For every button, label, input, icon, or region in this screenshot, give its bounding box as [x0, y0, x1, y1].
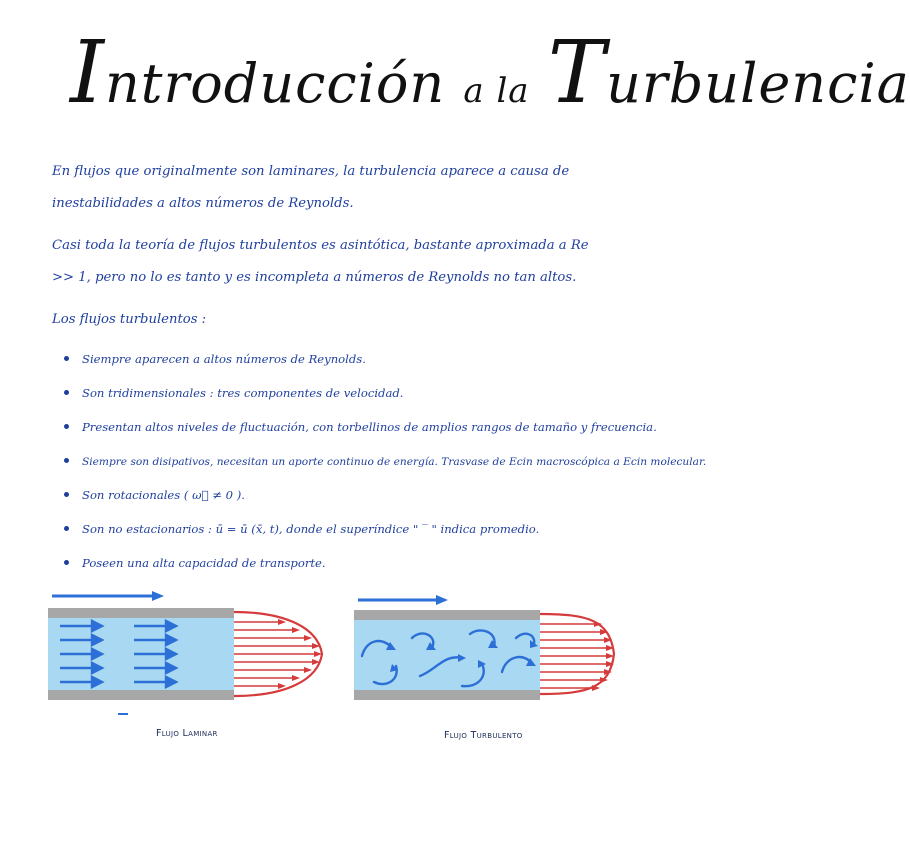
list-item: Son rotacionales ( ω⃗ ≠ 0 ).	[62, 478, 622, 512]
list-item: Siempre son disipativos, necesitan un aporte continuo de energía. Trasvase de Ecin macroscópica a Ecin molecular.	[62, 444, 622, 478]
pipe-fluid	[354, 620, 540, 690]
bullet-dot	[64, 526, 69, 531]
intro-paragraph: En flujos que originalmente son laminares, la turbulencia aparece a causa de inestabilidades a altos números de Reynolds.	[52, 164, 570, 211]
bullet-dot	[64, 458, 69, 463]
page-title	[70, 18, 910, 128]
pipe-top-wall	[354, 610, 540, 620]
title-initial-t: T	[547, 23, 607, 123]
title-word-turbulencia: urbulencia	[606, 52, 910, 115]
title-initial-i: I	[70, 23, 105, 123]
properties-list	[62, 342, 707, 580]
pipe-bottom-wall	[354, 690, 540, 700]
laminar-caption: Flujo Laminar	[156, 728, 218, 739]
pipe-top-wall	[48, 608, 234, 618]
list-item: Poseen una alta capacidad de transporte.	[62, 546, 622, 580]
turbulent-caption: Flujo Turbulento	[444, 730, 523, 741]
flow-direction-arrowhead	[152, 591, 164, 601]
list-item: Siempre aparecen a altos números de Reynolds.	[62, 342, 622, 376]
list-item: Son no estacionarios : ū = ū (x̄, t), donde el superíndice " ‾ " indica promedio.	[62, 512, 622, 546]
theory-paragraph: Casi toda la teoría de flujos turbulentos es asintótica, bastante aproximada a Re >> 1, pero no lo es tanto y es incompleta a números de Reynolds no tan altos.	[52, 238, 589, 285]
title-word-introduccion: ntroducción	[104, 52, 446, 115]
turbulent-flow-diagram	[352, 592, 618, 712]
pipe-bottom-wall	[48, 690, 234, 700]
bullet-dot	[64, 356, 69, 361]
list-heading: Los flujos turbulentos :	[52, 312, 207, 327]
bullet-dot	[64, 424, 69, 429]
velocity-profile	[540, 614, 614, 694]
list-item: Presentan altos niveles de fluctuación, con torbellinos de amplios rangos de tamaño y frecuencia.	[62, 410, 622, 444]
title-connector: a la	[463, 71, 530, 111]
flow-direction-arrowhead	[436, 595, 448, 605]
laminar-flow-diagram	[46, 588, 336, 718]
bullet-dot	[64, 492, 69, 497]
bullet-dot	[64, 390, 69, 395]
bullet-dot	[64, 560, 69, 565]
list-item: Son tridimensionales : tres componentes de velocidad.	[62, 376, 622, 410]
